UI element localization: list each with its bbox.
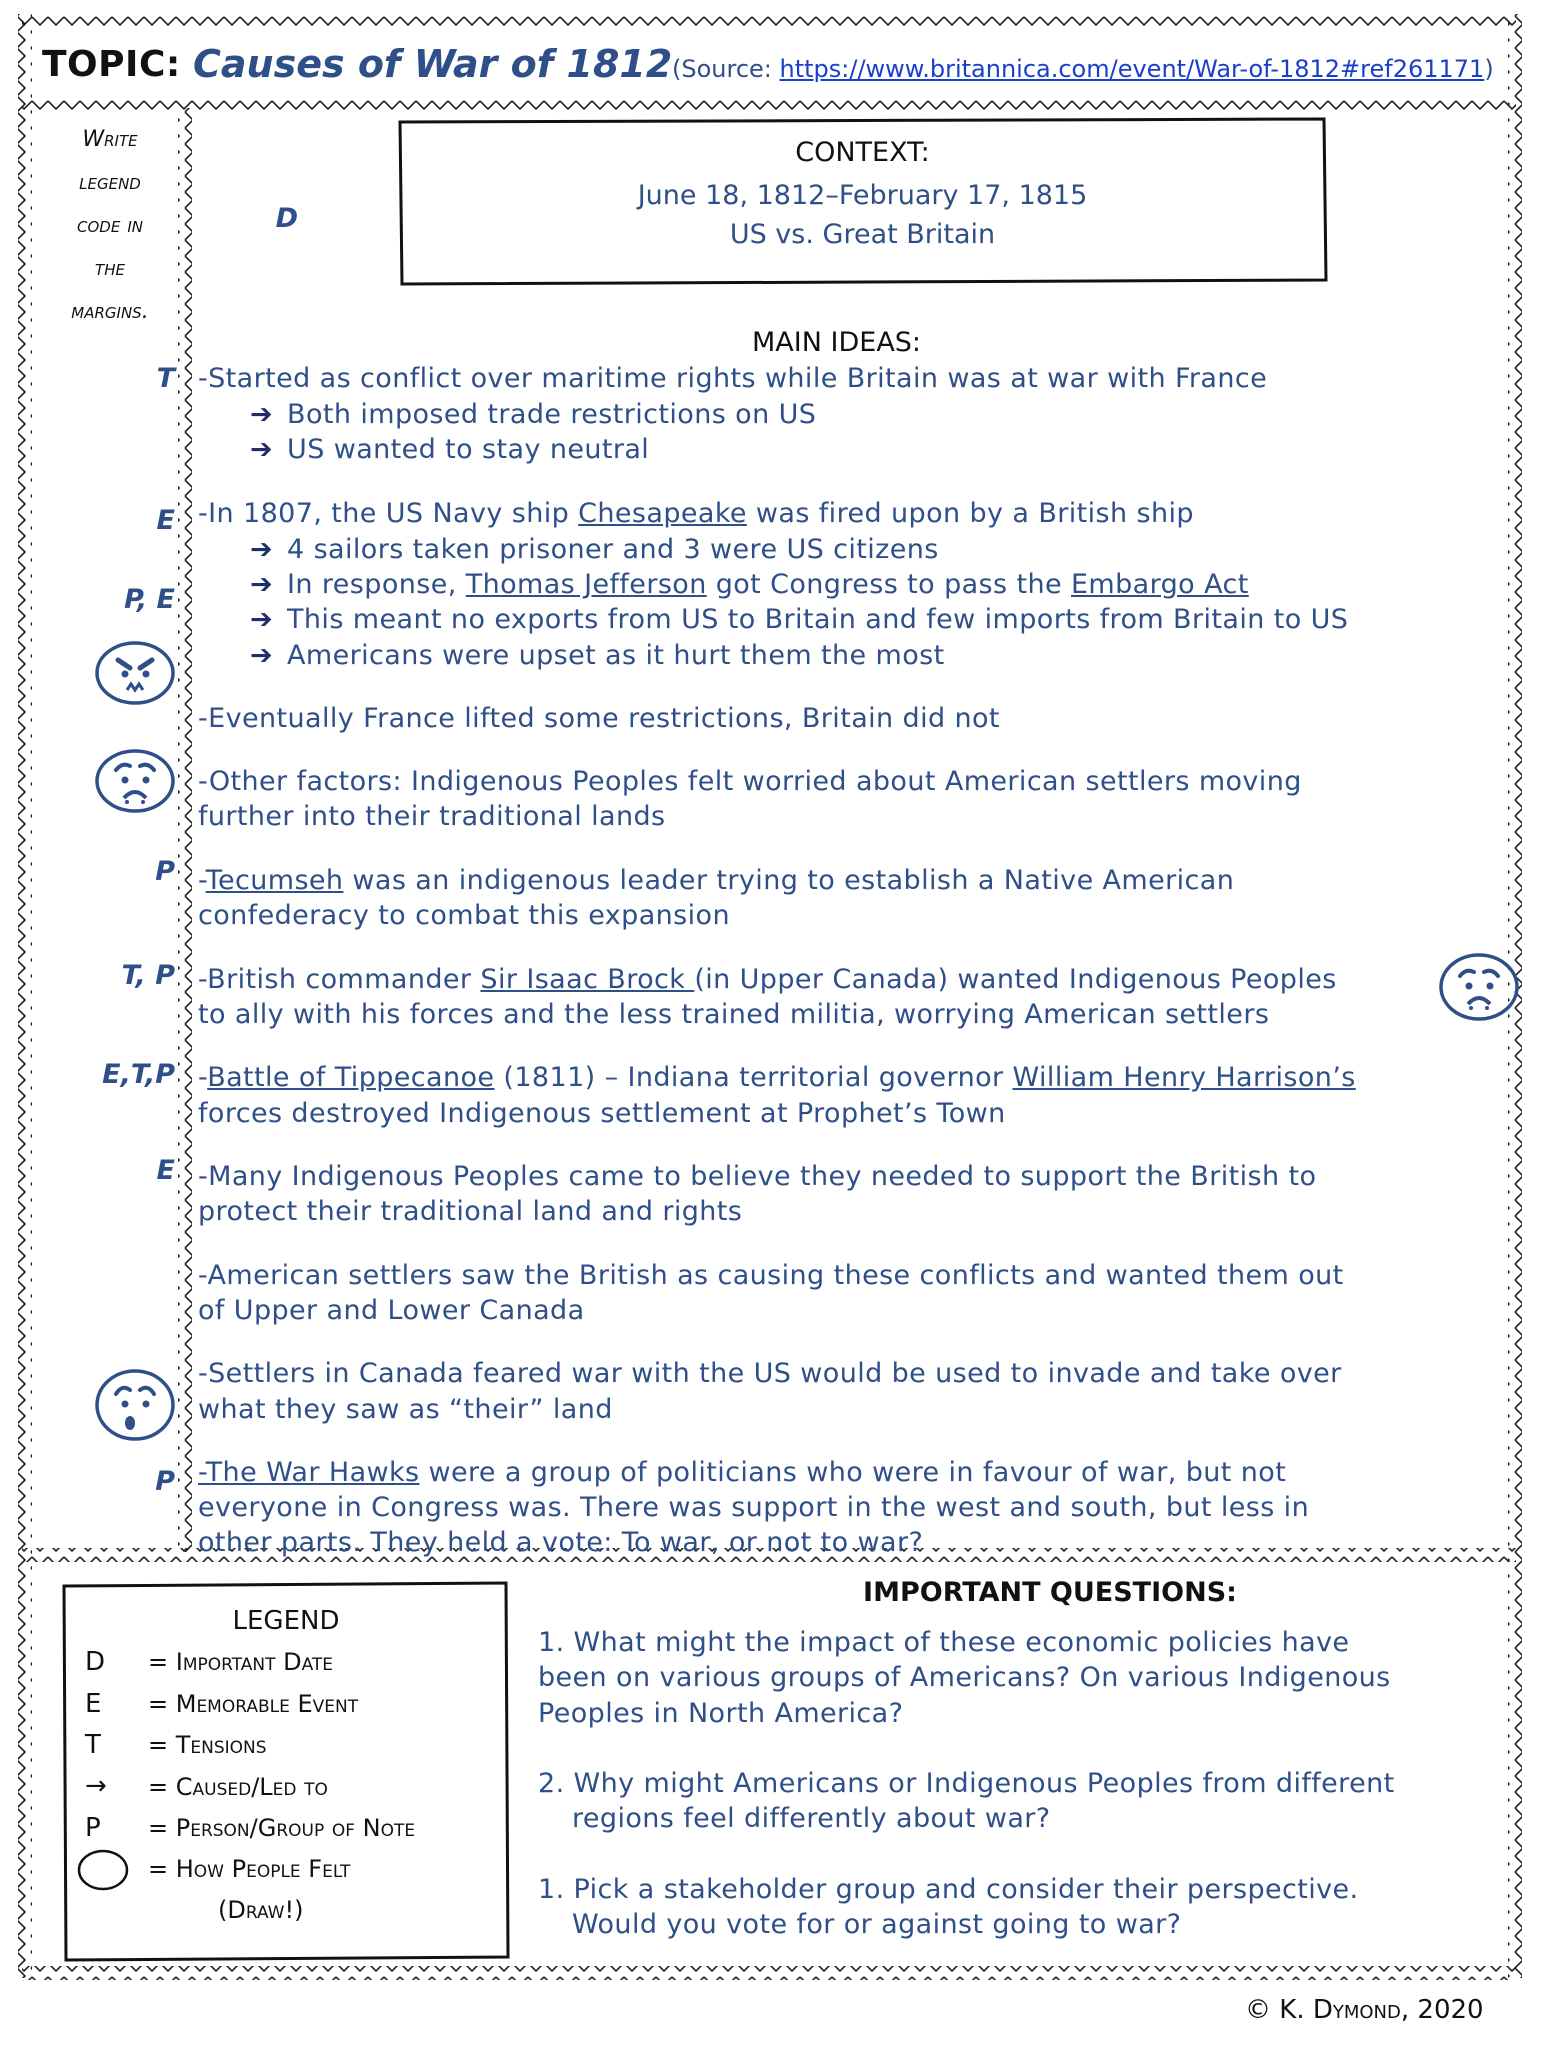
sub-point-text: Both imposed trade restrictions on US: [287, 399, 817, 430]
main-idea-line: -Eventually France lifted some restrictions, Britain did not: [198, 703, 1000, 734]
context-title: CONTEXT:: [795, 137, 930, 168]
main-idea-line: everyone in Congress was. There was support in the west and south, but less in: [198, 1492, 1310, 1523]
arrow-right-icon: ➔: [250, 640, 274, 671]
margin-instruction-line: Write: [82, 127, 138, 152]
context-sides: US vs. Great Britain: [729, 219, 996, 250]
link-embargo-act[interactable]: Embargo Act: [1070, 569, 1249, 600]
sub-point-text: 4 sailors taken prisoner and 3 were US citizens: [287, 534, 939, 565]
legend-label: = Tensions: [148, 1731, 267, 1759]
margin-instruction-line: the: [95, 256, 125, 281]
main-idea-line: confederacy to combat this expansion: [198, 900, 730, 931]
question-line: 1. Pick a stakeholder group and consider their perspective.: [538, 1874, 1359, 1905]
legend-symbol: D: [85, 1647, 106, 1677]
sub-point-text: This meant no exports from US to Britain and few imports from Britain to US: [287, 604, 1349, 635]
text-part: got Congress to pass the: [706, 569, 1071, 600]
main-idea-line: [198, 498, 1194, 529]
sub-point: [250, 434, 649, 465]
main-idea-line: of Upper and Lower Canada: [198, 1295, 585, 1326]
main-idea-line: -American settlers saw the British as causing these conflicts and wanted them out: [198, 1260, 1344, 1291]
main-idea-line: to ally with his forces and the less trained militia, worrying American settlers: [198, 999, 1270, 1030]
worried-face-icon: [94, 748, 176, 814]
empty-circle-icon: [76, 1848, 130, 1892]
margin-instruction-line: margins.: [71, 299, 149, 324]
link-war-hawks[interactable]: -The War Hawks: [198, 1457, 420, 1488]
main-ideas-title: MAIN IDEAS:: [752, 327, 922, 358]
question-line: regions feel differently about war?: [572, 1803, 1051, 1834]
margin-instruction-line: legend: [79, 170, 141, 195]
margin-code: P: [155, 856, 175, 887]
margin-code: E: [156, 1155, 175, 1186]
margin-code: E,T,P: [102, 1059, 175, 1090]
link-william-henry-harrison[interactable]: William Henry Harrison’s: [1012, 1062, 1356, 1093]
main-idea-line: -Settlers in Canada feared war with the US would be used to invade and take over: [198, 1358, 1342, 1389]
topic-label: TOPIC:: [42, 44, 181, 85]
text-part: In response,: [287, 569, 466, 600]
link-tecumseh[interactable]: Tecumseh: [205, 865, 344, 896]
arrow-right-icon: ➔: [250, 434, 274, 465]
margin-code: E: [156, 505, 175, 536]
surprised-face-icon: [94, 1368, 176, 1442]
link-battle-of-tippecanoe[interactable]: Battle of Tippecanoe: [207, 1062, 495, 1093]
main-idea-line: [198, 1457, 1286, 1488]
question-line: been on various groups of Americans? On various Indigenous: [538, 1662, 1391, 1693]
main-idea-line: forces destroyed Indigenous settlement at Prophet’s Town: [198, 1098, 1006, 1129]
source-prefix: (Source:: [672, 55, 780, 83]
question-line: Peoples in North America?: [538, 1698, 904, 1729]
legend-label: = How People Felt: [148, 1855, 351, 1883]
margin-code: P, E: [124, 584, 175, 615]
question-line: 1. What might the impact of these economic policies have: [538, 1627, 1350, 1658]
link-thomas-jefferson[interactable]: Thomas Jefferson: [465, 569, 707, 600]
sub-point: [250, 640, 945, 671]
legend-symbol: P: [85, 1813, 101, 1843]
text-part: -: [198, 1062, 208, 1093]
text-part: was an indigenous leader trying to establish a Native American: [343, 865, 1235, 896]
main-idea-line: [198, 964, 1337, 995]
margin-code: P: [155, 1466, 175, 1497]
main-idea-line: [198, 1062, 1356, 1093]
sub-point: [250, 534, 939, 565]
context-dates: June 18, 1812–February 17, 1815: [637, 180, 1088, 211]
source-link[interactable]: https://www.britannica.com/event/War-of-1812#ref261171: [779, 55, 1485, 83]
sub-point: [250, 399, 816, 430]
worried-face-icon: [1438, 952, 1520, 1022]
legend-symbol: E: [85, 1689, 102, 1719]
context-code: D: [275, 203, 298, 234]
main-idea-line: other parts. They held a vote: To war, or not to war?: [198, 1527, 924, 1558]
text-part: -British commander: [198, 964, 481, 995]
sub-point: [250, 604, 1348, 635]
link-isaac-brock[interactable]: Sir Isaac Brock: [480, 964, 695, 995]
arrow-right-icon: ➔: [250, 399, 274, 430]
sub-point-text: Americans were upset as it hurt them the most: [287, 640, 945, 671]
main-idea-line: protect their traditional land and rights: [198, 1196, 743, 1227]
question-line: Would you vote for or against going to war?: [572, 1909, 1182, 1940]
arrow-right-icon: ➔: [250, 604, 274, 635]
link-chesapeake[interactable]: Chesapeake: [578, 498, 747, 529]
question-line: 2. Why might Americans or Indigenous Peoples from different: [538, 1768, 1395, 1799]
text-part: (1811) – Indiana territorial governor: [494, 1062, 1013, 1093]
main-idea-line: -Other factors: Indigenous Peoples felt worried about American settlers moving: [198, 766, 1302, 797]
angry-face-icon: [94, 640, 176, 706]
legend-label: = Memorable Event: [148, 1690, 359, 1718]
main-idea-line: further into their traditional lands: [198, 801, 666, 832]
margin-instruction-line: code in: [77, 213, 143, 238]
text-part: was fired upon by a British ship: [746, 498, 1194, 529]
margin-instructions: [40, 118, 180, 333]
source-suffix: ): [1484, 55, 1494, 83]
arrow-right-icon: ➔: [250, 534, 274, 565]
legend-label: (Draw!): [218, 1896, 304, 1924]
legend-label: = Caused/Led to: [148, 1773, 328, 1801]
text-part: (in Upper Canada) wanted Indigenous Peoples: [694, 964, 1337, 995]
main-idea-line: what they saw as “their” land: [198, 1394, 613, 1425]
copyright: © K. Dymond, 2020: [1245, 1995, 1484, 2025]
legend-label: = Person/Group of Note: [148, 1814, 416, 1842]
legend-title: LEGEND: [232, 1606, 340, 1636]
margin-code: T: [156, 363, 175, 394]
sub-point: [250, 569, 1249, 600]
main-idea-line: -Many Indigenous Peoples came to believe they needed to support the British to: [198, 1161, 1317, 1192]
legend-symbol: T: [85, 1730, 101, 1760]
margin-code: T, P: [121, 960, 175, 991]
main-idea-line: [198, 865, 1234, 896]
arrow-right-icon: ➔: [250, 569, 274, 600]
sub-point-text: US wanted to stay neutral: [287, 434, 650, 465]
legend-label: = Important Date: [148, 1648, 334, 1676]
text-part: -: [198, 865, 206, 896]
questions-title: IMPORTANT QUESTIONS:: [863, 1577, 1237, 1608]
page-title: Causes of War of 1812: [193, 42, 673, 86]
arrow-right-icon: →: [85, 1771, 107, 1801]
text-part: were a group of politicians who were in favour of war, but not: [419, 1457, 1287, 1488]
text-part: -In 1807, the US Navy ship: [198, 498, 579, 529]
source-citation: [672, 55, 1494, 83]
main-idea-line: -Started as conflict over maritime rights while Britain was at war with France: [198, 363, 1268, 394]
